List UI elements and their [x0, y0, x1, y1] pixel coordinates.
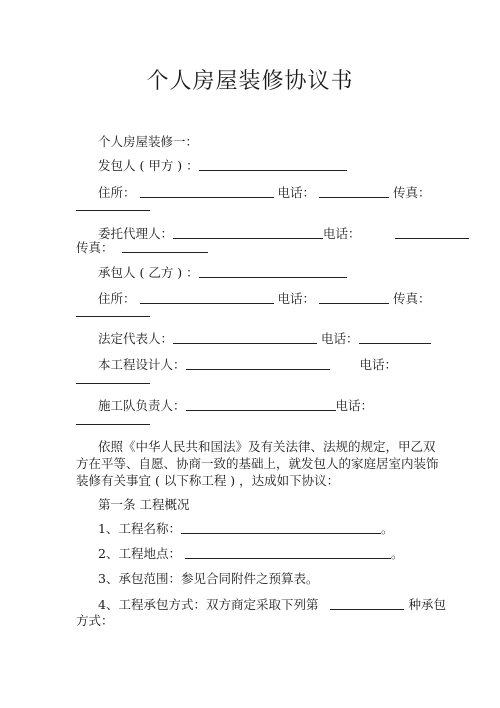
fax-blank-2	[76, 304, 150, 317]
contract-method-line-2: 方式：	[76, 613, 114, 628]
address-label-2: 住所：	[98, 291, 136, 306]
agent-fax-blank	[122, 240, 208, 253]
party-a-label: 发包人 ( 甲方 ) ：	[98, 158, 199, 173]
party-a-blank	[199, 158, 347, 171]
address-blank-2	[140, 291, 274, 304]
project-location-row	[98, 546, 403, 562]
preamble-line-3: 装修有关事宜 ( 以下称工程 ) ，达成如下协议：	[76, 473, 340, 488]
crew-lead-phone-label: 电话：	[335, 398, 374, 413]
agent-phone-label: 电话：	[323, 226, 361, 241]
agent-fax-row	[76, 240, 208, 256]
legal-rep-row	[98, 331, 431, 347]
legal-rep-blank	[173, 331, 317, 344]
phone-label-2: 电话：	[277, 291, 315, 306]
intro-text: 个人房屋装修一：	[98, 134, 199, 149]
party-b-row	[98, 265, 347, 281]
fax-label-1: 传真：	[392, 185, 431, 200]
crew-lead-blank	[186, 398, 336, 411]
fax-label-2: 传真：	[392, 291, 431, 306]
contract-scope-row: 3、承包范围：参见合同附件之预算表。	[98, 571, 319, 586]
phone-blank-2	[319, 291, 389, 304]
project-location-blank	[185, 546, 391, 559]
address-label-1: 住所：	[98, 185, 136, 200]
designer-phone-row	[76, 371, 150, 387]
designer-phone-blank	[76, 371, 150, 384]
phone-blank-1	[319, 185, 389, 198]
preamble-line-2: 方在平等、自愿、协商一致的基础上，就发包人的家庭居室内装饰	[76, 456, 439, 471]
crew-lead-label: 施工队负责人：	[98, 398, 186, 413]
preamble-line-1: 依照《中华人民共和国法》及有关法律、法规的规定，甲乙双	[98, 439, 436, 454]
page-title: 个人房屋装修协议书	[146, 69, 354, 94]
agent-phone-blank	[395, 226, 469, 239]
project-name-end: 。	[380, 521, 394, 536]
address-blank-1	[140, 185, 274, 198]
fax-row-1	[76, 198, 150, 214]
agent-blank	[173, 226, 323, 239]
fax-row-2	[76, 304, 150, 320]
party-a-row	[98, 158, 347, 174]
phone-label-1: 电话：	[277, 185, 315, 200]
legal-rep-phone-blank	[359, 331, 431, 344]
party-b-label: 承包人 ( 乙方 ) ：	[98, 265, 199, 280]
designer-label: 本工程设计人：	[98, 357, 186, 372]
contract-method-blank	[330, 597, 404, 610]
project-location-end: 。	[390, 546, 404, 561]
crew-lead-phone-row	[76, 412, 150, 428]
fax-blank-1	[76, 198, 150, 211]
agent-fax-label: 传真：	[76, 240, 114, 255]
designer-phone-label: 电话：	[359, 357, 398, 372]
project-location-label: 2、工程地点：	[98, 546, 181, 561]
party-b-blank	[199, 265, 347, 278]
agent-label: 委托代理人：	[98, 226, 174, 241]
contract-method-row	[98, 597, 446, 613]
article-1-heading: 第一条 工程概况	[98, 497, 190, 512]
project-name-blank	[181, 521, 381, 534]
project-name-row	[98, 521, 393, 537]
designer-blank	[186, 357, 330, 370]
crew-lead-phone-blank	[76, 412, 150, 425]
contract-method-label: 4、工程承包方式：双方商定采取下列第	[98, 597, 319, 612]
contract-method-mid: 种承包	[408, 597, 446, 612]
legal-rep-label: 法定代表人：	[98, 331, 174, 346]
project-name-label: 1、工程名称：	[98, 521, 181, 536]
legal-rep-phone-label: 电话：	[321, 331, 359, 346]
